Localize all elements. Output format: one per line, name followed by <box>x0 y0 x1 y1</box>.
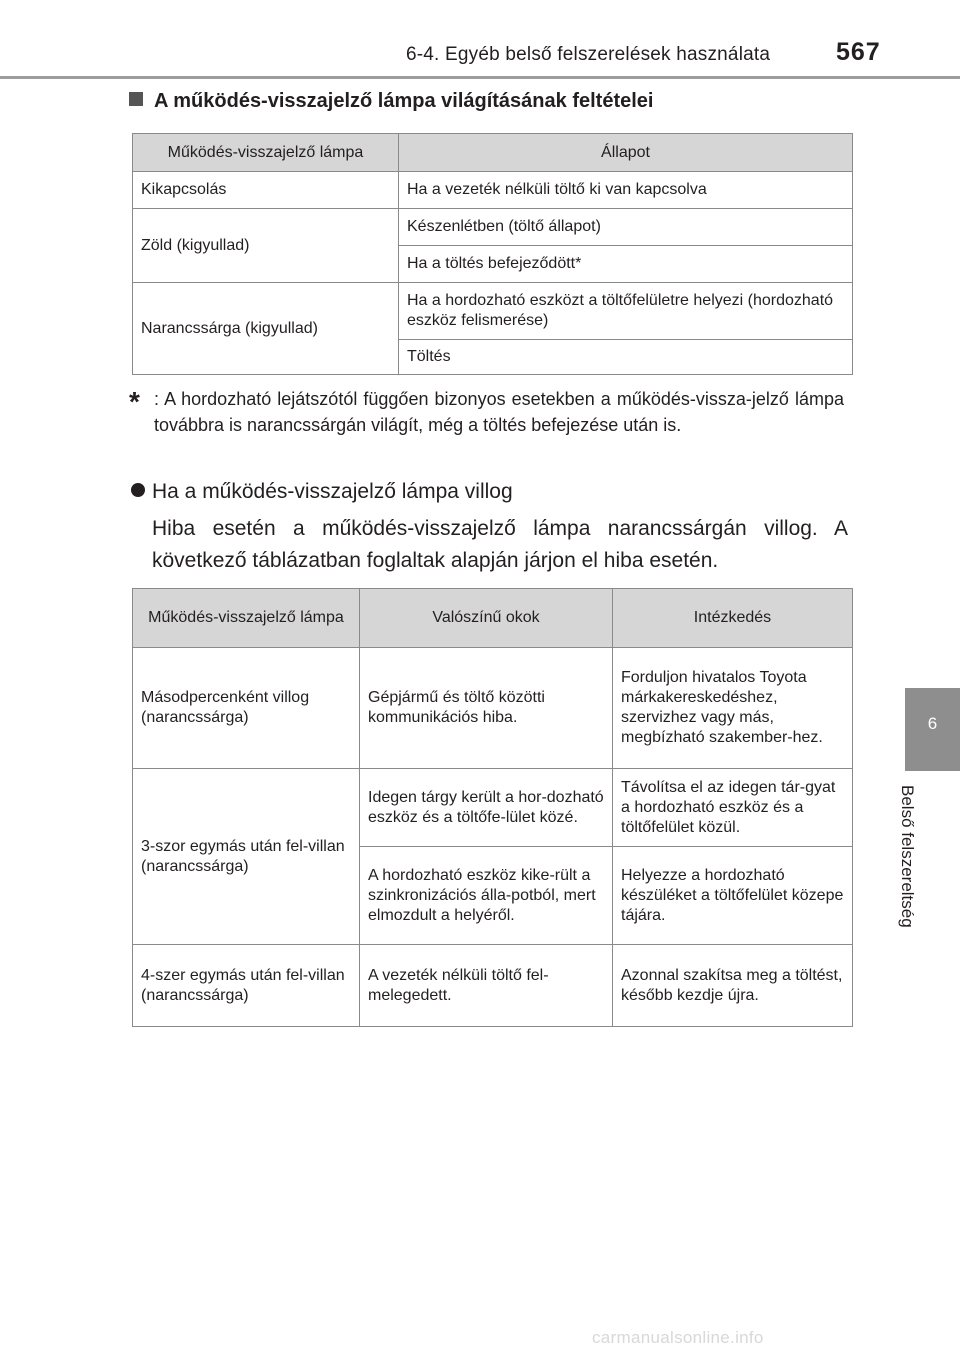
section-heading-text: A működés-visszajelző lámpa világításának feltételei <box>154 90 654 112</box>
table-header-row <box>133 589 853 648</box>
state-cell: Ha a töltés befejeződött* <box>399 246 853 283</box>
watermark: carmanualsonline.info <box>592 1328 764 1347</box>
state-cell: Ha a vezeték nélküli töltő ki van kapcsolva <box>399 172 853 209</box>
lamp-cell: Kikapcsolás <box>133 172 399 209</box>
chapter-label: Belső felszereltség <box>898 785 917 928</box>
table-row <box>133 648 853 769</box>
bullet-heading-text: Ha a működés-visszajelző lámpa villog <box>152 480 513 503</box>
page-number: 567 <box>836 38 881 66</box>
running-header-section: 6-4. Egyéb belső felszerelések használata <box>406 44 771 65</box>
action-cell: Helyezze a hordozható készüléket a töltőfelület közepe tájára. <box>613 847 853 945</box>
table-row <box>133 769 853 847</box>
chapter-side-label-container <box>897 785 931 965</box>
lamp-cell: 3-szor egymás után fel-villan (narancssárga) <box>133 769 360 945</box>
chapter-tab <box>905 688 960 771</box>
table-row <box>133 172 853 209</box>
table-header-row <box>133 134 853 172</box>
header-divider <box>0 76 960 79</box>
cause-cell: Idegen tárgy került a hor-dozható eszköz és a töltőfe-lület közé. <box>360 769 613 847</box>
state-cell: Töltés <box>399 340 853 375</box>
lamp-cell: Másodpercenként villog (narancssárga) <box>133 648 360 769</box>
table-row <box>133 209 853 246</box>
round-bullet-icon <box>131 483 145 497</box>
column-header: Működés-visszajelző lámpa <box>133 134 399 172</box>
section-heading <box>129 90 653 113</box>
lamp-cell: 4-szer egymás után fel-villan (narancssárga) <box>133 945 360 1027</box>
cause-cell: A hordozható eszköz kike-rült a szinkronizációs álla-potból, mert elmozdult a helyéről. <box>360 847 613 945</box>
footnote <box>129 386 844 438</box>
action-cell: Távolítsa el az idegen tár-gyat a hordozható eszköz és a töltőfelület közül. <box>613 769 853 847</box>
indicator-status-table <box>132 133 853 375</box>
square-bullet-icon <box>129 92 143 106</box>
table-row <box>133 283 853 340</box>
body-paragraph: Hiba esetén a működés-visszajelző lámpa narancssárgán villog. A következő táblázatban foglaltak alapján járjon el hiba esetén. <box>152 517 848 572</box>
blinking-indicator-table <box>132 588 853 1027</box>
chapter-number: 6 <box>927 714 938 733</box>
lamp-cell: Narancssárga (kigyullad) <box>133 283 399 375</box>
bullet-heading <box>131 480 513 504</box>
footnote-text: : A hordozható lejátszótól függően bizonyos esetekben a működés-vissza-jelző lámpa továbbra is narancssárgán világít, még a töltés befejezése után is. <box>154 389 844 435</box>
state-cell: Készenlétben (töltő állapot) <box>399 209 853 246</box>
column-header: Állapot <box>399 134 853 172</box>
column-header: Működés-visszajelző lámpa <box>133 589 360 648</box>
cause-cell: A vezeték nélküli töltő fel-melegedett. <box>360 945 613 1027</box>
column-header: Valószínű okok <box>360 589 613 648</box>
footnote-marker: * <box>129 386 140 417</box>
table-row <box>133 945 853 1027</box>
column-header: Intézkedés <box>613 589 853 648</box>
cause-cell: Gépjármű és töltő közötti kommunikációs hiba. <box>360 648 613 769</box>
state-cell: Ha a hordozható eszközt a töltőfelületre helyezi (hordozható eszköz felismerése) <box>399 283 853 340</box>
action-cell: Azonnal szakítsa meg a töltést, később kezdje újra. <box>613 945 853 1027</box>
lamp-cell: Zöld (kigyullad) <box>133 209 399 283</box>
action-cell: Forduljon hivatalos Toyota márkakereskedéshez, szervizhez vagy más, megbízható szakember-hez. <box>613 648 853 769</box>
